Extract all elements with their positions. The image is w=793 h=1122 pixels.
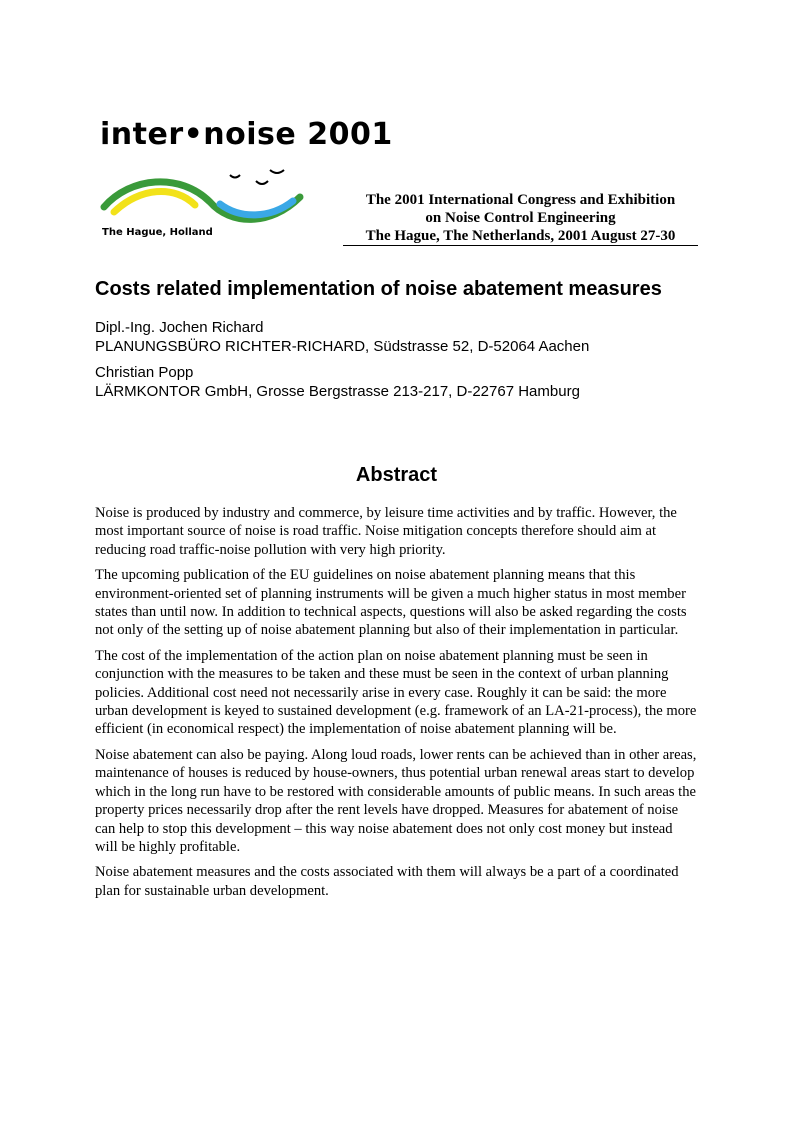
author-name: Christian Popp — [95, 364, 194, 381]
abstract-paragraph: Noise abatement measures and the costs associated with them will always be a part of a coordinated plan for sustainable urban development. — [95, 864, 679, 899]
author-block — [95, 318, 589, 356]
author-affiliation: PLANUNGSBÜRO RICHTER-RICHARD, Südstrasse 52, D-52064 Aachen — [95, 338, 590, 355]
conference-line: The 2001 International Congress and Exhibition — [365, 192, 676, 208]
paper-title: Costs related implementation of noise abatement measures — [95, 278, 662, 300]
logo-waves-icon — [100, 157, 315, 227]
abstract-body — [95, 504, 698, 907]
logo-place: The Hague, Holland — [102, 227, 213, 238]
author-block — [95, 363, 580, 401]
abstract-paragraph: Noise is produced by industry and commerce, by leisure time activities and by traffic. However, the most important source of noise is road traffic. Noise mitigation concepts therefore should aim at reducing road traffic-noise pollution with very high priority. — [95, 505, 677, 558]
abstract-paragraph: The cost of the implementation of the action plan on noise abatement planning must be seen in conjunction with the measures to be taken and these must be seen in the context of urban planning policies. Additional cost need not necessarily arise in every case. Roughly it can be said: the more urban development is keyed to sustained development (e.g. framework of an LA-21-process), the more efficient (in economical respect) the implementation of noise abatement planning will be. — [95, 647, 697, 738]
author-affiliation: LÄRMKONTOR GmbH, Grosse Bergstrasse 213-217, D-22767 Hamburg — [95, 383, 580, 400]
author-name: Dipl.-Ing. Jochen Richard — [95, 319, 264, 336]
conference-line: on Noise Control Engineering — [425, 210, 616, 226]
conference-logo — [100, 117, 393, 247]
conference-line: The Hague, The Netherlands, 2001 August 27-30 — [365, 228, 676, 244]
logo-title: inter•noise 2001 — [100, 117, 393, 152]
conference-info — [343, 191, 698, 245]
abstract-paragraph: The upcoming publication of the EU guidelines on noise abatement planning means that this environment-oriented set of planning instruments will be given a much higher status in most member states than until now. In addition to technical aspects, questions will also be asked regarding the costs not only of the setting up of noise abatement planning but also of their implementation in particular. — [95, 567, 687, 639]
header-rule — [343, 245, 698, 246]
abstract-heading: Abstract — [355, 464, 438, 486]
abstract-paragraph: Noise abatement can also be paying. Along loud roads, lower rents can be achieved than in other areas, maintenance of houses is reduced by house-owners, thus potential urban renewal areas start to develop which in the long run have to be restored with considerable amounts of public means. In such areas the property prices necessarily drop after the rent levels have dropped. Measures for abatement of noise can help to stop this development – this way noise abatement does not only cost money but instead will be highly profitable. — [95, 746, 697, 855]
